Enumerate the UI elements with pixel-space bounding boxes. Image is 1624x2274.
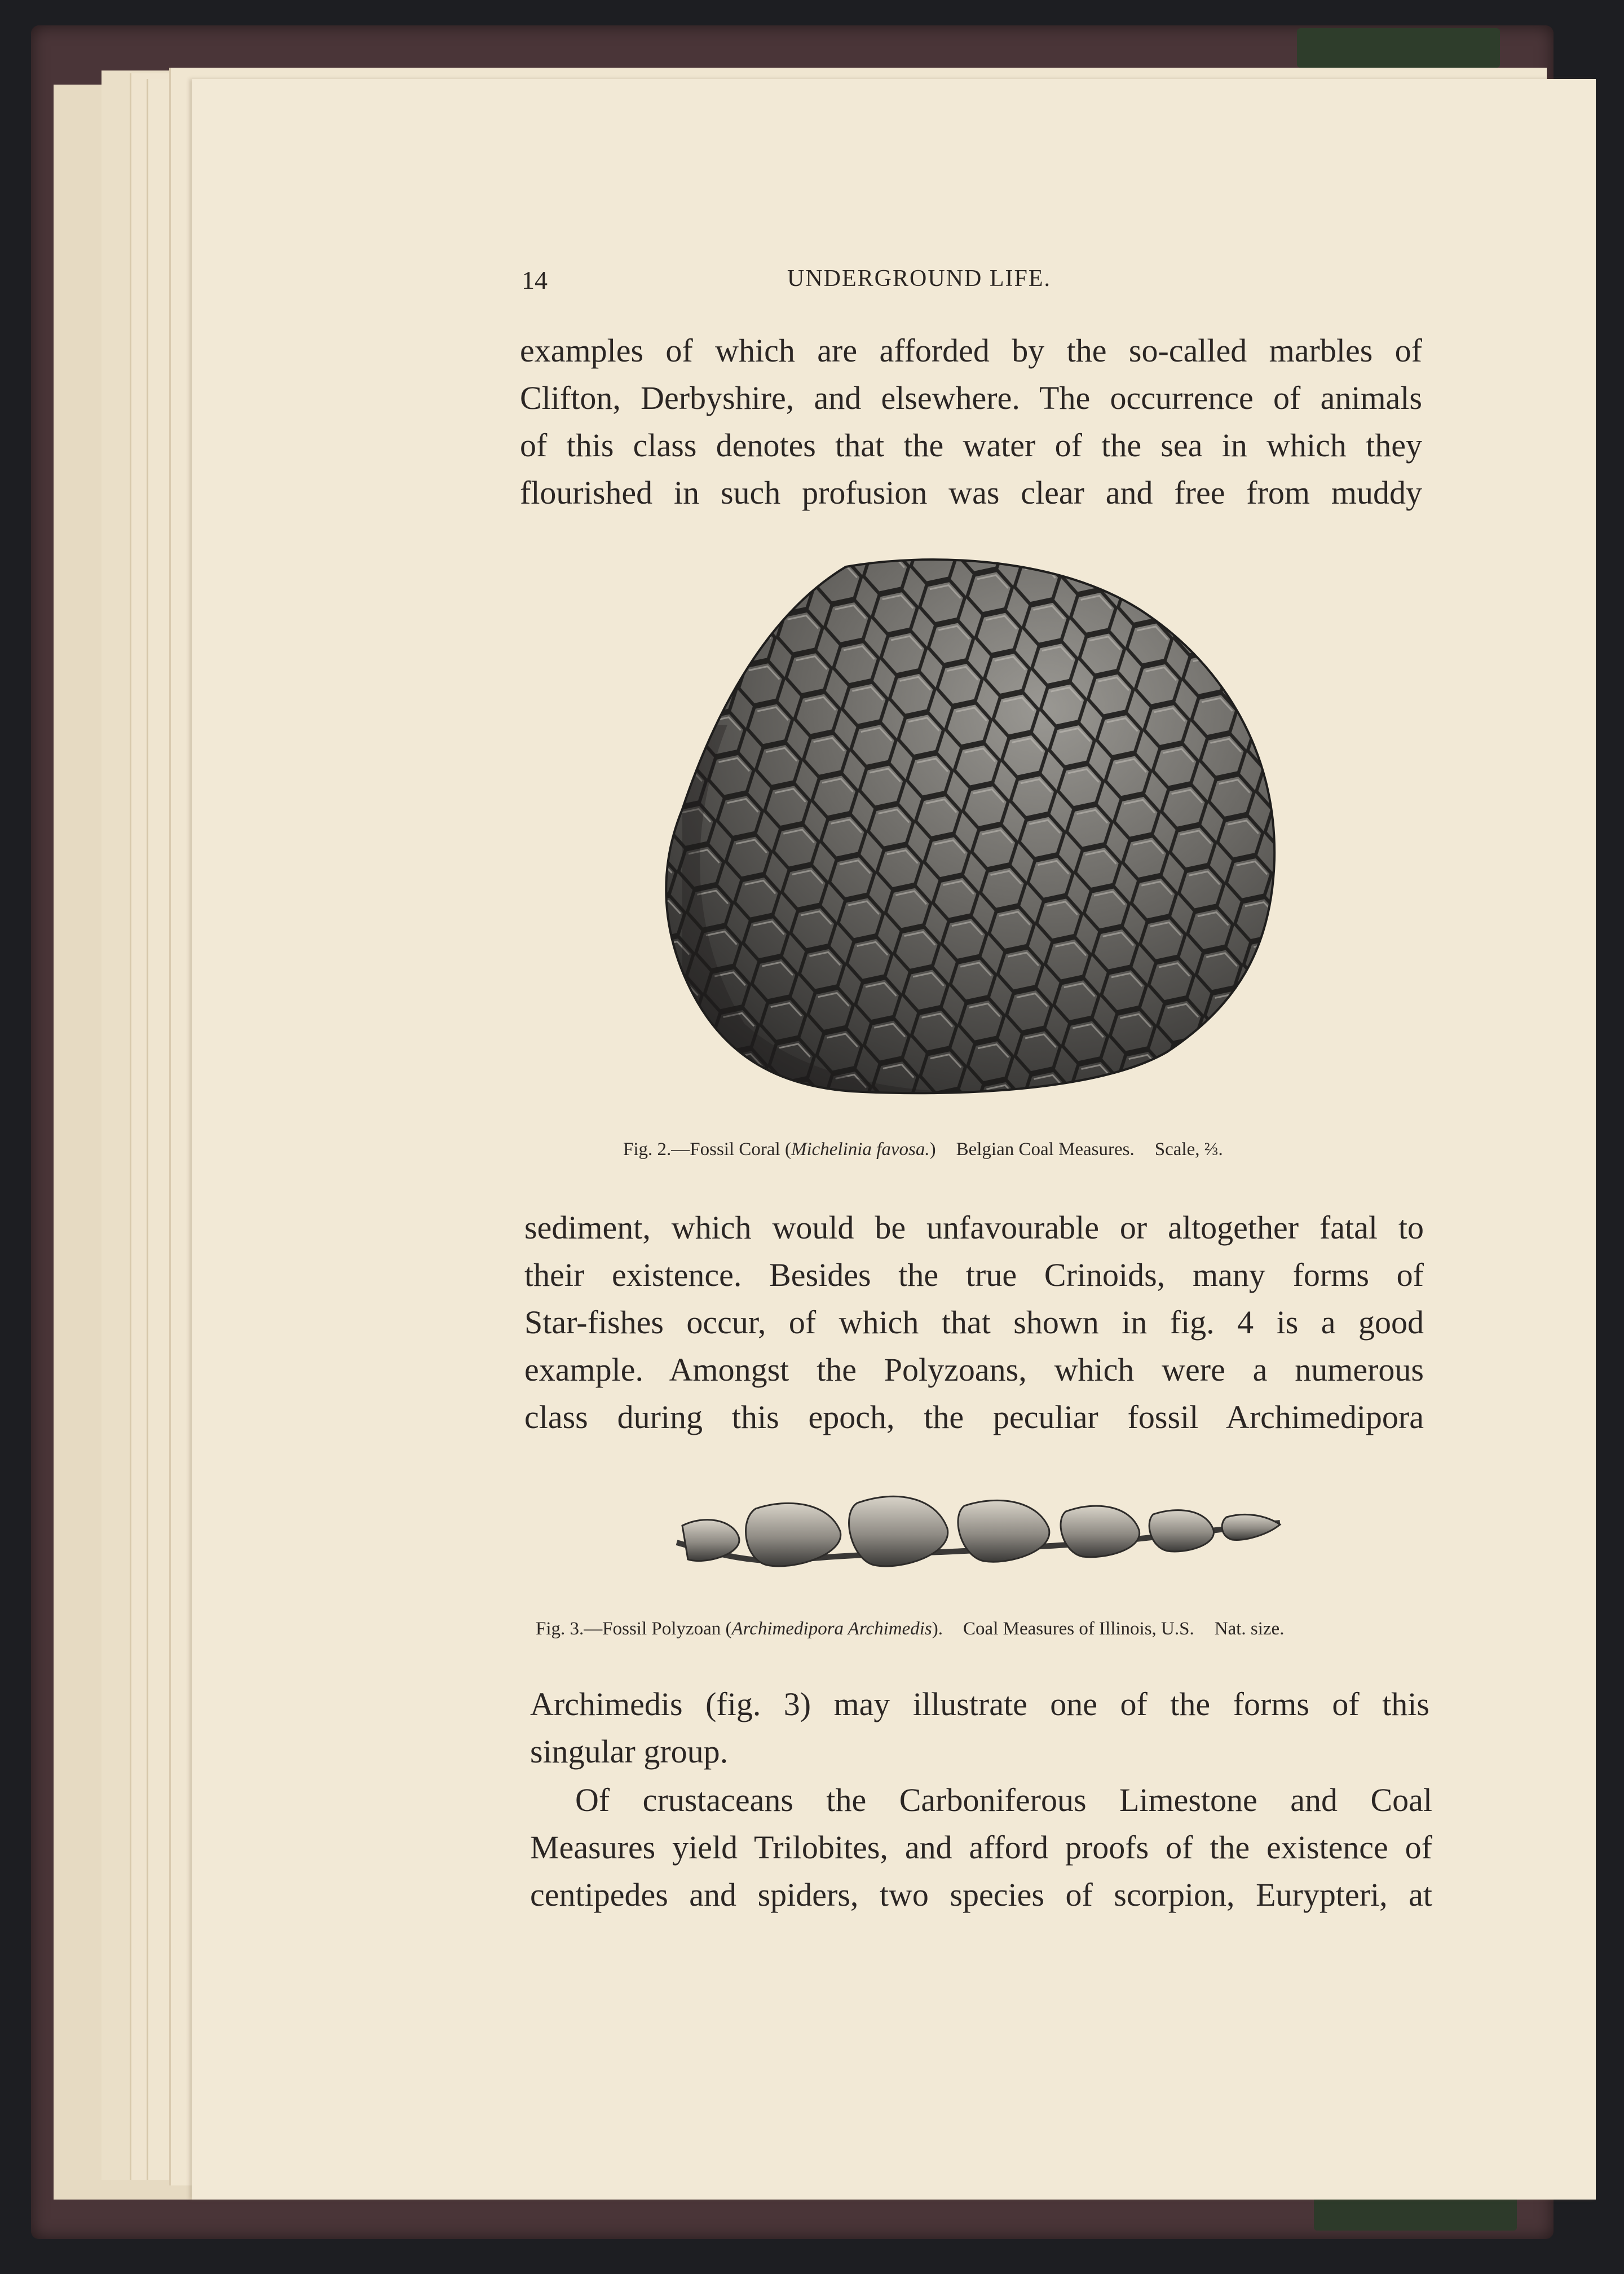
page-number: 14	[522, 266, 548, 294]
caption-label: Fig. 2.—Fossil Coral (	[623, 1139, 791, 1160]
text-line: Clifton, Derbyshire, and elsewhere. The occurrence of animals	[520, 380, 1422, 416]
text-line: singular group.	[530, 1733, 729, 1770]
figure-2-caption	[623, 1139, 1223, 1160]
paragraph	[520, 327, 1422, 517]
caption-locality: Belgian Coal Measures.	[956, 1139, 1135, 1160]
polyzoan-illustration	[671, 1480, 1286, 1588]
text-line: centipedes and spiders, two species of scorpion, Eurypteri, at	[530, 1876, 1432, 1913]
paragraph	[524, 1204, 1424, 1441]
text-line: class during this epoch, the peculiar fossil Archimedipora	[524, 1399, 1424, 1435]
text-line: Archimedis (fig. 3) may illustrate one of the forms of this	[530, 1686, 1429, 1722]
text-line: flourished in such profusion was clear and free from muddy	[520, 474, 1422, 511]
text-line: Star-fishes occur, of which that shown in fig. 4 is a good	[524, 1304, 1424, 1341]
text-line: Measures yield Trilobites, and afford proofs of the existence of	[530, 1829, 1432, 1866]
text-line: examples of which are afforded by the so-called marbles of	[520, 332, 1422, 369]
caption-species: Michelinia favosa.	[791, 1139, 930, 1160]
text-line: Of crustaceans the Carboniferous Limestone and Coal	[575, 1782, 1432, 1818]
text-line: their existence. Besides the true Crinoids, many forms of	[524, 1257, 1424, 1293]
text-line: example. Amongst the Polyzoans, which were a numerous	[524, 1351, 1424, 1388]
text-line: of this class denotes that the water of the sea in which they	[520, 427, 1422, 464]
running-title: UNDERGROUND LIFE.	[787, 266, 1051, 292]
caption-close: ).	[932, 1619, 943, 1639]
caption-size: Nat. size.	[1214, 1619, 1285, 1639]
coral-illustration	[660, 556, 1280, 1111]
text-line: sediment, which would be unfavourable or altogether fatal to	[524, 1209, 1424, 1246]
paragraph	[530, 1777, 1432, 1919]
caption-scale: Scale, ⅔.	[1154, 1139, 1223, 1160]
caption-species: Archimedipora Archimedis	[731, 1619, 932, 1639]
cover-corner-top	[1297, 28, 1500, 68]
caption-locality: Coal Measures of Illinois, U.S.	[963, 1619, 1194, 1639]
figure-3-caption	[536, 1619, 1284, 1640]
paragraph	[530, 1681, 1429, 1775]
caption-label: Fig. 3.—Fossil Polyzoan (	[536, 1619, 732, 1639]
caption-close: )	[929, 1139, 936, 1160]
